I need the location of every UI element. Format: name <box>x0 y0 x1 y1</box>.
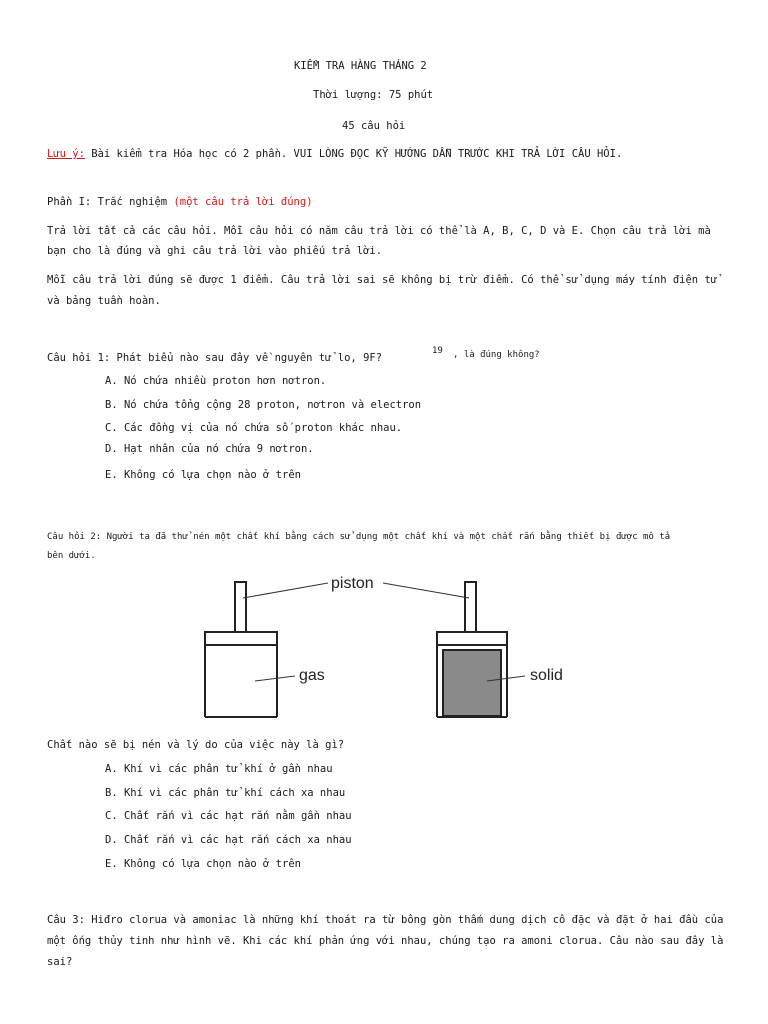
q2-question: Chất nào sẽ bị nén và lý do của việc này là gì? <box>47 739 345 751</box>
page-title: KIỂM TRA HÀNG THÁNG 2 <box>294 60 427 72</box>
piston-label: piston <box>331 575 374 592</box>
q1-stem-tail: , là đúng không? <box>453 350 540 360</box>
q1-superscript: 19 <box>432 346 443 356</box>
q1-stem: Câu hỏi 1: Phát biểu nào sau đây về nguyên tử lo, 9F? <box>47 352 383 364</box>
note-line <box>47 147 622 161</box>
part1-title <box>47 195 313 209</box>
q2-option-d: D. Chất rắn vì các hạt rắn cách xa nhau <box>105 834 352 846</box>
q1-option-d: D. Hạt nhân của nó chứa 9 nơtron. <box>105 443 314 455</box>
q1-option-c: C. Các đồng vị của nó chứa số proton khác nhau. <box>105 422 403 434</box>
part1-instruction-2a: Mỗi câu trả lời đúng sẽ được 1 điểm. Câu trả lời sai sẽ không bị trừ điểm. Có thể sử dụng máy tính điện tử <box>47 274 718 286</box>
q2-option-c: C. Chất rắn vì các hạt rắn nằm gần nhau <box>105 810 352 822</box>
q1-option-b: B. Nó chứa tổng cộng 28 proton, nơtron và electron <box>105 399 422 411</box>
solid-block <box>443 650 501 716</box>
q2-stem-line1: Câu hỏi 2: Người ta đã thử nén một chất khí bằng cách sử dụng một chất khí và một chất rắn bằng thiết bị được mô tả <box>47 532 671 542</box>
q2-option-a: A. Khí vì các phân tử khí ở gần nhau <box>105 763 333 775</box>
part1-instruction-2b: và bảng tuần hoàn. <box>47 295 161 307</box>
solid-label: solid <box>530 667 563 684</box>
gas-container <box>205 582 277 717</box>
note-label: Lưu ý: <box>47 148 85 160</box>
q1-option-e: E. Không có lựa chọn nào ở trên <box>105 469 301 481</box>
q1-option-a: A. Nó chứa nhiều proton hơn nơtron. <box>105 375 327 387</box>
part1-instruction-1a: Trả lời tất cả các câu hỏi. Mỗi câu hỏi có năm câu trả lời có thể là A, B, C, D và E. Chọn câu trả lời mà <box>47 225 711 237</box>
piston-diagram <box>195 568 595 723</box>
note-text: Bài kiểm tra Hóa học có 2 phần. VUI LÒNG ĐỌC KỸ HƯỚNG DẪN TRƯỚC KHI TRẢ LỜI CÂU HỎI. <box>84 148 623 160</box>
duration-text: Thời lượng: 75 phút <box>313 89 434 101</box>
question-count: 45 câu hỏi <box>342 120 406 132</box>
part1-title-note: (một câu trả lời đúng) <box>173 196 313 208</box>
q2-option-e: E. Không có lựa chọn nào ở trên <box>105 858 301 870</box>
q3-line3: sai? <box>47 956 73 968</box>
q3-line2: một ống thủy tinh như hình vẽ. Khi các khí phản ứng với nhau, chúng tạo ra amoni clorua. Câu nào sau đây là <box>47 935 724 947</box>
part1-instruction-1b: bạn cho là đúng và ghi câu trả lời vào phiếu trả lời. <box>47 245 383 257</box>
q3-line1: Câu 3: Hiđro clorua và amoniac là những khí thoát ra từ bông gòn thấm dung dịch cô đặc và đặt ở hai đầu của <box>47 914 724 926</box>
q2-option-b: B. Khí vì các phân tử khí cách xa nhau <box>105 787 346 799</box>
q2-stem-line2: bên dưới. <box>47 551 96 561</box>
gas-label: gas <box>299 667 325 684</box>
part1-title-text: Phần I: Trắc nghiệm <box>47 196 174 208</box>
